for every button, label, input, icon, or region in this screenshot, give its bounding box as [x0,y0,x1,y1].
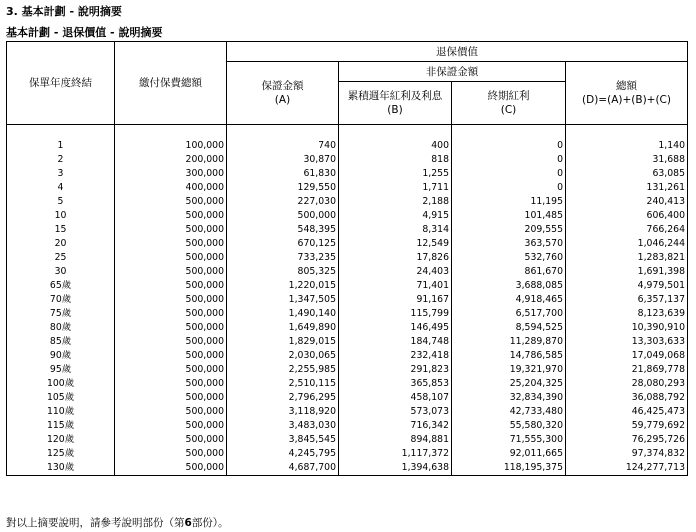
cell-guaranteed: 3,845,545 [227,433,339,447]
cell-accumulated: 458,107 [339,391,452,405]
cell-accumulated: 716,342 [339,419,452,433]
cell-terminal: 19,321,970 [452,363,566,377]
cell-accumulated: 894,881 [339,433,452,447]
cell-guaranteed: 1,347,505 [227,293,339,307]
table-row [7,391,688,405]
table-row [7,335,688,349]
cell-total: 124,277,713 [566,461,688,476]
cell-terminal: 71,555,300 [452,433,566,447]
cell-guaranteed: 1,220,015 [227,279,339,293]
header-surrender-value: 退保價值 [227,42,688,62]
cell-terminal: 861,670 [452,265,566,279]
cell-terminal: 25,204,325 [452,377,566,391]
header-guaranteed [227,62,339,125]
cell-accumulated: 4,915 [339,209,452,223]
table-row [7,419,688,433]
cell-accumulated: 1,255 [339,167,452,181]
cell-premium: 500,000 [115,349,227,363]
header-accumulated-dividend [339,82,452,125]
cell-total: 1,046,244 [566,237,688,251]
table-row [7,307,688,321]
cell-accumulated: 71,401 [339,279,452,293]
cell-premium: 500,000 [115,335,227,349]
cell-terminal: 55,580,320 [452,419,566,433]
cell-premium: 500,000 [115,461,227,476]
cell-year: 130歲 [7,461,115,476]
cell-guaranteed: 733,235 [227,251,339,265]
header-policy-year: 保單年度終結 [7,42,115,125]
header-terminal-code: (C) [500,104,517,116]
header-total-premium: 繳付保費總額 [115,42,227,125]
cell-total: 240,413 [566,195,688,209]
header-total-code: (D)=(A)+(B)+(C) [582,94,671,106]
cell-accumulated: 232,418 [339,349,452,363]
cell-accumulated: 365,853 [339,377,452,391]
cell-terminal: 8,594,525 [452,321,566,335]
cell-accumulated: 91,167 [339,293,452,307]
cell-total: 17,049,068 [566,349,688,363]
table-row [7,461,688,476]
cell-total: 21,869,778 [566,363,688,377]
section-title: 3. 基本計劃 - 說明摘要 [6,5,122,18]
cell-guaranteed: 2,255,985 [227,363,339,377]
cell-terminal: 532,760 [452,251,566,265]
cell-terminal: 118,195,375 [452,461,566,476]
cell-total: 1,283,821 [566,251,688,265]
cell-guaranteed: 1,490,140 [227,307,339,321]
footnote-part-number: 6 [184,517,192,529]
cell-terminal: 209,555 [452,223,566,237]
table-row [7,433,688,447]
table-row [7,195,688,209]
cell-year: 75歲 [7,307,115,321]
cell-year: 2 [7,153,115,167]
cell-total: 46,425,473 [566,405,688,419]
cell-terminal: 11,195 [452,195,566,209]
cell-terminal: 3,688,085 [452,279,566,293]
cell-accumulated: 291,823 [339,363,452,377]
cell-year: 110歲 [7,405,115,419]
table-row [7,265,688,279]
cell-total: 766,264 [566,223,688,237]
cell-year: 3 [7,167,115,181]
cell-terminal: 363,570 [452,237,566,251]
cell-year: 85歲 [7,335,115,349]
cell-total: 606,400 [566,209,688,223]
cell-terminal: 92,011,665 [452,447,566,461]
cell-accumulated: 1,117,372 [339,447,452,461]
table-row [7,293,688,307]
cell-accumulated: 184,748 [339,335,452,349]
header-guaranteed-label: 保證金額 [261,80,304,92]
cell-terminal: 4,918,465 [452,293,566,307]
cell-premium: 500,000 [115,377,227,391]
cell-year: 120歲 [7,433,115,447]
cell-premium: 400,000 [115,181,227,195]
table-row [7,321,688,335]
cell-year: 4 [7,181,115,195]
cell-total: 59,779,692 [566,419,688,433]
cell-guaranteed: 500,000 [227,209,339,223]
cell-premium: 500,000 [115,279,227,293]
cell-total: 10,390,910 [566,321,688,335]
cell-premium: 500,000 [115,391,227,405]
cell-premium: 500,000 [115,321,227,335]
footnote-text: 對以上摘要說明，請參考說明部份（第 [6,517,185,529]
cell-accumulated: 17,826 [339,251,452,265]
cell-total: 28,080,293 [566,377,688,391]
surrender-value-table-wrap [6,41,688,476]
cell-year: 95歲 [7,363,115,377]
table-row [7,279,688,293]
header-accumulated-code: (B) [387,104,403,116]
cell-total: 76,295,726 [566,433,688,447]
cell-guaranteed: 129,550 [227,181,339,195]
cell-guaranteed: 1,649,890 [227,321,339,335]
cell-total: 4,979,501 [566,279,688,293]
header-total-label: 總額 [616,80,637,92]
cell-guaranteed: 670,125 [227,237,339,251]
cell-terminal: 0 [452,139,566,153]
footnote-text-end: 部份）。 [191,517,229,529]
cell-accumulated: 573,073 [339,405,452,419]
cell-guaranteed: 3,483,030 [227,419,339,433]
cell-accumulated: 1,394,638 [339,461,452,476]
table-row [7,209,688,223]
cell-year: 30 [7,265,115,279]
table-body [7,139,688,476]
table-row [7,349,688,363]
cell-year: 100歲 [7,377,115,391]
cell-total: 97,374,832 [566,447,688,461]
cell-year: 65歲 [7,279,115,293]
cell-premium: 500,000 [115,363,227,377]
header-accumulated-label: 累積週年紅利及利息 [347,90,443,102]
cell-accumulated: 2,188 [339,195,452,209]
cell-premium: 500,000 [115,447,227,461]
table-row [7,167,688,181]
cell-guaranteed: 61,830 [227,167,339,181]
cell-premium: 500,000 [115,307,227,321]
cell-total: 6,357,137 [566,293,688,307]
cell-accumulated: 1,711 [339,181,452,195]
table-row [7,139,688,153]
cell-guaranteed: 2,030,065 [227,349,339,363]
cell-year: 1 [7,139,115,153]
sub-title: 基本計劃 - 退保價值 - 說明摘要 [6,26,163,39]
cell-guaranteed: 805,325 [227,265,339,279]
table-row [7,447,688,461]
table-row [7,181,688,195]
cell-guaranteed: 548,395 [227,223,339,237]
cell-premium: 500,000 [115,195,227,209]
surrender-value-table [6,41,688,476]
cell-year: 115歲 [7,419,115,433]
cell-total: 31,688 [566,153,688,167]
cell-year: 125歲 [7,447,115,461]
cell-year: 105歲 [7,391,115,405]
cell-guaranteed: 3,118,920 [227,405,339,419]
cell-premium: 500,000 [115,433,227,447]
cell-terminal: 14,786,585 [452,349,566,363]
header-total [566,62,688,125]
cell-guaranteed: 227,030 [227,195,339,209]
cell-premium: 500,000 [115,251,227,265]
cell-premium: 500,000 [115,419,227,433]
cell-terminal: 0 [452,153,566,167]
cell-year: 25 [7,251,115,265]
cell-premium: 500,000 [115,293,227,307]
table-row [7,405,688,419]
cell-guaranteed: 2,510,115 [227,377,339,391]
cell-accumulated: 818 [339,153,452,167]
cell-accumulated: 8,314 [339,223,452,237]
header-non-guaranteed: 非保證金額 [339,62,566,82]
cell-terminal: 32,834,390 [452,391,566,405]
table-row [7,223,688,237]
cell-terminal: 11,289,870 [452,335,566,349]
cell-terminal: 42,733,480 [452,405,566,419]
cell-accumulated: 115,799 [339,307,452,321]
cell-year: 15 [7,223,115,237]
cell-premium: 500,000 [115,265,227,279]
table-row [7,363,688,377]
cell-premium: 500,000 [115,223,227,237]
table-row [7,153,688,167]
cell-terminal: 0 [452,167,566,181]
header-terminal-label: 終期紅利 [487,90,530,102]
cell-total: 63,085 [566,167,688,181]
cell-year: 70歲 [7,293,115,307]
table-row [7,237,688,251]
cell-year: 5 [7,195,115,209]
header-terminal-dividend [452,82,566,125]
cell-year: 10 [7,209,115,223]
cell-terminal: 101,485 [452,209,566,223]
cell-total: 36,088,792 [566,391,688,405]
table-row [7,377,688,391]
cell-terminal: 0 [452,181,566,195]
cell-total: 131,261 [566,181,688,195]
cell-premium: 500,000 [115,237,227,251]
cell-year: 80歲 [7,321,115,335]
cell-premium: 300,000 [115,167,227,181]
cell-premium: 500,000 [115,405,227,419]
cell-total: 1,691,398 [566,265,688,279]
cell-accumulated: 12,549 [339,237,452,251]
cell-premium: 500,000 [115,209,227,223]
cell-total: 1,140 [566,139,688,153]
cell-year: 20 [7,237,115,251]
table-row [7,251,688,265]
cell-accumulated: 146,495 [339,321,452,335]
cell-premium: 100,000 [115,139,227,153]
cell-premium: 200,000 [115,153,227,167]
cell-year: 90歲 [7,349,115,363]
cell-guaranteed: 1,829,015 [227,335,339,349]
cell-accumulated: 400 [339,139,452,153]
header-guaranteed-code: (A) [274,94,291,106]
cell-guaranteed: 2,796,295 [227,391,339,405]
cell-guaranteed: 4,687,700 [227,461,339,476]
cell-guaranteed: 4,245,795 [227,447,339,461]
cell-guaranteed: 30,870 [227,153,339,167]
cell-total: 8,123,639 [566,307,688,321]
cell-accumulated: 24,403 [339,265,452,279]
footnote [6,515,229,530]
cell-guaranteed: 740 [227,139,339,153]
cell-total: 13,303,633 [566,335,688,349]
cell-terminal: 6,517,700 [452,307,566,321]
